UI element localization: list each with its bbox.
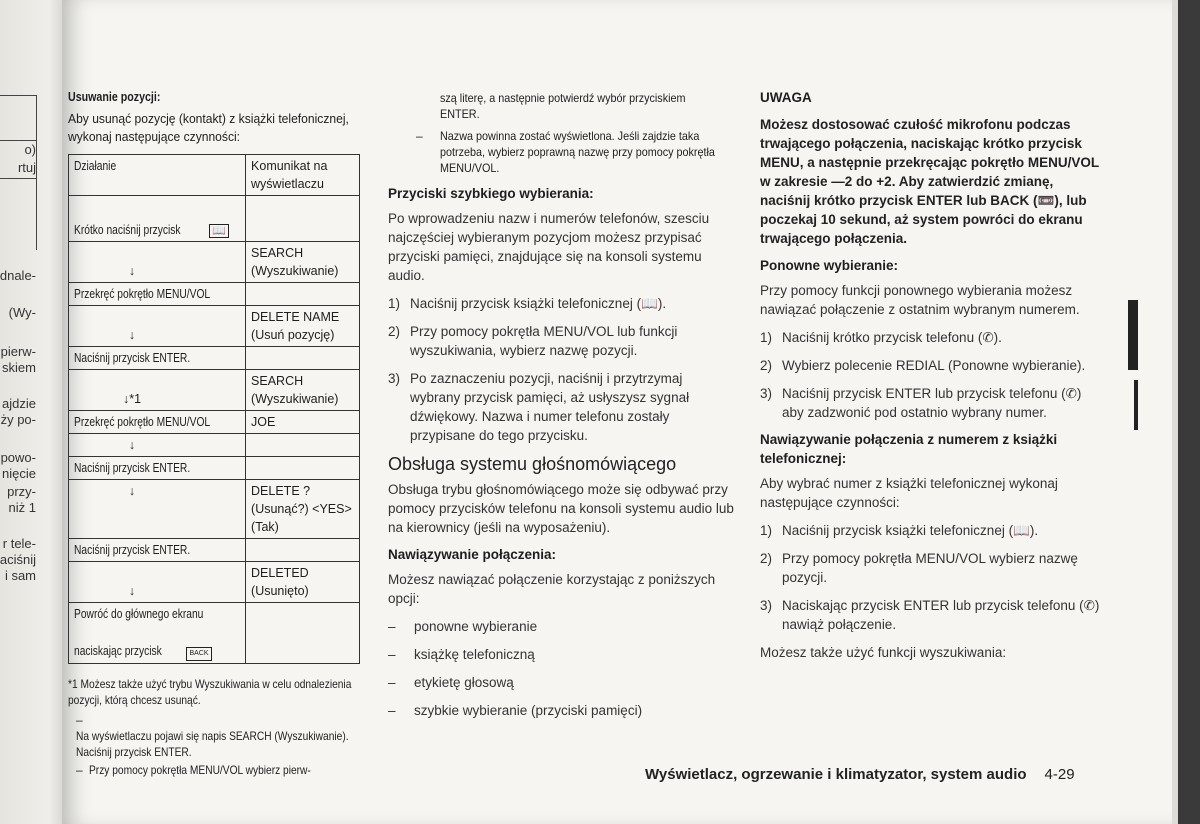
table-cell <box>246 434 360 457</box>
table-cell <box>246 603 360 664</box>
list-item: 2) Przy pomocy pokrętła MENU/VOL wybierz nazwę pozycji. <box>760 551 1078 585</box>
fragment: ajdzie <box>2 396 36 411</box>
phonebook-call-body: Aby wybrać numer z książki telefonicznej wykonaj następujące czynności: <box>760 476 1058 510</box>
table-row <box>69 562 360 603</box>
table-cell: ↓ <box>69 434 246 457</box>
list-item: 3) Naciśnij przycisk ENTER lub przycisk telefonu (✆) aby zadzwonić pod ostatnio wybrany numer. <box>760 386 1082 420</box>
intro-line: wykonaj następujące czynności: <box>68 129 241 144</box>
fragment: i sam <box>4 568 36 583</box>
table-cell: Powróć do głównego ekranu <box>69 603 246 626</box>
fragment: przy- <box>7 484 36 499</box>
list-item: 1) Naciśnij przycisk książki telefonicznej (📖). <box>388 296 667 311</box>
note-body: Możesz dostosować czułość mikrofonu podczas trwającego połączenia, naciskając krótko przycisk MENU, a następnie przekręcając pokrętło MENU/VOL w zakresie —2 do +2. Aby zatwierdzić zmianę, naciśnij krótko przycisk ENTER lub BACK (📼), lub poczekaj 10 sekund, aż system powróci do ekranu trwającego połączenia. <box>760 117 1099 246</box>
table-cell: Przekręć pokrętło MENU/VOL <box>69 283 246 306</box>
table-footnotes: *1 Możesz także użyć trybu Wyszukiwania w celu odnalezienia pozycji, którą chcesz usunąć. – Na wyświetlaczu pojawi się napis SEARCH (Wyszukiwanie). Naciśnij przycisk ENTER. – Przy pomocy pokrętła MENU/VOL wybierz pierw- <box>68 676 368 778</box>
list-item: – etykietę głosową <box>388 675 514 690</box>
fragment: (Wy- <box>8 305 36 320</box>
speed-dial-body: Po wprowadzeniu nazw i numerów telefonów, szesciu najczęściej wybieranym pozycjom możesz przypisać przyciski pamięci, znajdujące się na konsoli systemu audio. <box>388 211 710 283</box>
call-heading: Nawiązywanie połączenia: <box>388 547 557 562</box>
table-cell: ↓ <box>69 306 246 347</box>
table-row <box>69 306 360 347</box>
fragment: aciśnij <box>0 552 36 567</box>
table-cell: naciskając przycisk BACK <box>69 625 246 663</box>
redial-heading: Ponowne wybieranie: <box>760 258 899 273</box>
fragment: powo- <box>0 450 36 465</box>
note-heading: UWAGA <box>760 90 812 105</box>
fragment: dnale- <box>0 268 36 283</box>
list-item: 1) Naciśnij przycisk książki telefonicznej (📖). <box>760 523 1039 538</box>
table-cell: DELETE ? (Usunąć?) <YES> (Tak) <box>246 480 360 539</box>
page-background-strip <box>1172 0 1200 824</box>
table-cell: ↓ <box>69 242 246 283</box>
fragment: pierw- <box>0 344 36 359</box>
table-row <box>69 434 360 457</box>
table-row <box>69 242 360 283</box>
section-body: Obsługa trybu głośnomówiącego może się odbywać przy pomocy przycisków telefonu na konsoli systemu audio lub na kierownicy (jeśli na wyposażeniu). <box>388 482 734 535</box>
list-item: 3) Naciskając przycisk ENTER lub przycisk telefonu (✆) nawiąż połączenie. <box>760 598 1100 632</box>
section-heading: Usuwanie pozycji: <box>68 89 161 104</box>
table-row <box>69 196 360 242</box>
thumb-index-mark <box>1128 300 1138 370</box>
speed-dial-heading: Przyciski szybkiego wybierania: <box>388 186 594 201</box>
table-cell <box>246 539 360 562</box>
table-cell <box>246 457 360 480</box>
section-title: Obsługa systemu głośnomówiącego <box>388 454 677 474</box>
table-header-cell: Komunikat na wyświetlaczu <box>246 155 360 196</box>
table-row <box>69 411 360 434</box>
footnote: *1 Możesz także użyć trybu Wyszukiwania w celu odnalezienia pozycji, którą chcesz usunąć. <box>68 676 352 707</box>
column-left <box>68 88 368 778</box>
list-item: 2) Przy pomocy pokrętła MENU/VOL lub funkcji wyszukiwania, wybierz nazwę pozycji. <box>388 324 678 358</box>
continued-text: szą literę, a następnie potwierdź wybór przyciskiem ENTER. <box>440 91 686 121</box>
table-cell: Naciśnij przycisk ENTER. <box>69 347 246 370</box>
list-item: 1) Naciśnij krótko przycisk telefonu (✆). <box>760 330 1002 345</box>
table-cell: DELETE NAME (Usuń pozycję) <box>246 306 360 347</box>
table-cell: Krótko naciśnij przycisk 📖 <box>69 196 246 242</box>
table-line <box>0 140 36 141</box>
back-button-icon: BACK <box>186 647 211 661</box>
column-right <box>760 88 1106 662</box>
thumb-index-mark <box>1134 380 1138 430</box>
footnote-item: Na wyświetlaczu pojawi się napis SEARCH (Wyszukiwanie). Naciśnij przycisk ENTER. <box>76 728 349 759</box>
fragment: rtuj <box>17 160 36 175</box>
fragment: o) <box>24 142 36 157</box>
table-row <box>69 347 360 370</box>
page-footer <box>645 766 1075 783</box>
table-row <box>69 539 360 562</box>
table-row <box>69 603 360 626</box>
page-number: 4-29 <box>1044 766 1075 783</box>
table-cell <box>246 347 360 370</box>
table-line <box>0 178 36 179</box>
list-item: – książkę telefoniczną <box>388 647 535 662</box>
table-cell: ↓ <box>69 480 246 539</box>
previous-page-edge <box>0 0 70 824</box>
fragment: niż 1 <box>8 500 36 515</box>
phonebook-icon: 📖 <box>209 224 229 238</box>
table-row <box>69 370 360 411</box>
table-cell: DELETED (Usunięto) <box>246 562 360 603</box>
column-middle: szą literę, a następnie potwierdź wybór przyciskiem ENTER. – Nazwa powinna zostać wyświetlona. Jeśli zajdzie taka potrzeba, wybierz poprawną nazwę przy pomocy pokrętła MENU/VOL. Przyciski szybkiego wybierania: Po wprowadzeniu nazw i numerów telefonów, szesciu najczęściej wybieranym pozycjom możesz przypisać przyciski pamięci, znajdujące się na konsoli systemu audio. 1) Naciśnij przycisk książki telefonicznej (📖). 2) Przy pomocy pokrętła MENU/VOL lub funkcji wyszukiwania, wybierz nazwę pozycji. 3) Po zaznaczeniu pozycji, naciśnij i przytrzymaj wybrany przycisk pamięci, aż usłyszysz sygnał dźwiękowy. Nazwa i numer telefonu zostały przypisane do tego przycisku. Obsługa systemu głośnomówiącego Obsługa trybu głośnomówiącego może się odbywać przy pomocy przycisków telefonu na konsoli systemu audio lub na kierownicy (jeśli na wyposażeniu). Nawiązywanie połączenia: Możesz nawiązać połączenie korzystając z poniższych opcji: – ponowne wybieranie – książkę telefoniczną – etykietę głosową – szybkie wybieranie (przyciski pamięci) <box>388 91 734 718</box>
list-item: 3) Po zaznaczeniu pozycji, naciśnij i przytrzymaj wybrany przycisk pamięci, aż usłyszysz sygnał dźwiękowy. Nazwa i numer telefonu zostały przypisane do tego przycisku. <box>388 371 690 443</box>
redial-body: Przy pomocy funkcji ponownego wybierania możesz nawiązać połączenie z ostatnim wybranym numerem. <box>760 283 1080 317</box>
phonebook-call-heading: Nawiązywanie połączenia z numerem z książki telefonicznej: <box>760 432 1058 466</box>
footnote-item: Przy pomocy pokrętła MENU/VOL wybierz pierw- <box>89 762 312 777</box>
list-item: – ponowne wybieranie <box>388 619 538 634</box>
table-cell <box>246 283 360 306</box>
list-item: – szybkie wybieranie (przyciski pamięci) <box>388 703 643 718</box>
footer-title: Wyświetlacz, ogrzewanie i klimatyzator, system audio <box>645 766 1027 783</box>
table-cell: Przekręć pokrętło MENU/VOL <box>69 411 246 434</box>
table-row <box>69 283 360 306</box>
table-cell: JOE <box>246 411 360 434</box>
table-cell: Naciśnij przycisk ENTER. <box>69 457 246 480</box>
table-cell: Naciśnij przycisk ENTER. <box>69 539 246 562</box>
table-row <box>69 480 360 539</box>
table-line <box>0 95 36 96</box>
delete-steps-table <box>68 154 360 664</box>
fragment: ży po- <box>0 412 36 427</box>
table-cell: ↓*1 <box>69 370 246 411</box>
continued-text: Nazwa powinna zostać wyświetlona. Jeśli zajdzie taka potrzeba, wybierz poprawną nazwę przy pomocy pokrętła MENU/VOL. <box>440 129 715 175</box>
fragment: r tele- <box>2 536 36 551</box>
page-edge <box>1172 0 1178 824</box>
fragment: nięcie <box>2 466 36 481</box>
table-cell <box>246 196 360 242</box>
fragment: skiem <box>2 360 36 375</box>
call-body: Możesz nawiązać połączenie korzystając z poniższych opcji: <box>388 572 716 606</box>
table-cell: SEARCH (Wyszukiwanie) <box>246 370 360 411</box>
table-row <box>69 457 360 480</box>
list-item: 2) Wybierz polecenie REDIAL (Ponowne wybieranie). <box>760 358 1086 373</box>
table-cell: ↓ <box>69 562 246 603</box>
table-header-cell: Działanie <box>69 155 246 196</box>
intro-line: Aby usunąć pozycję (kontakt) z książki telefonicznej, <box>68 111 349 126</box>
table-row <box>69 155 360 196</box>
closing-text: Możesz także użyć funkcji wyszukiwania: <box>760 645 1007 660</box>
table-cell: SEARCH (Wyszukiwanie) <box>246 242 360 283</box>
table-line <box>36 95 37 250</box>
